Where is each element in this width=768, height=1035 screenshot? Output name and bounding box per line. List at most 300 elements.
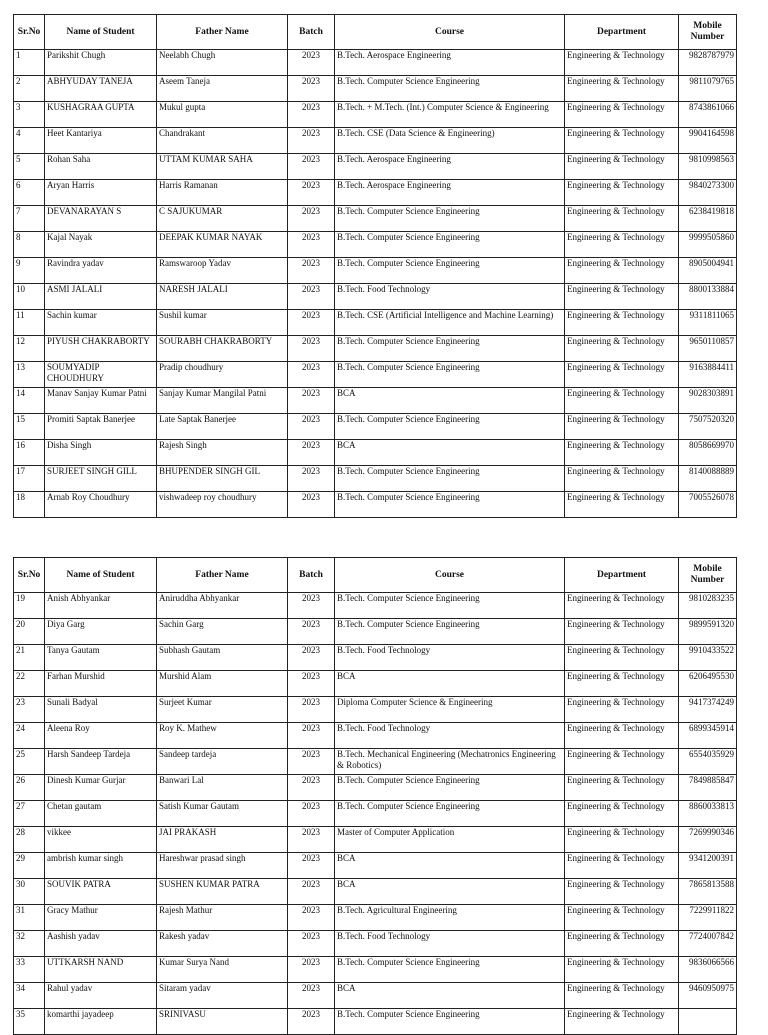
header-batch: Batch bbox=[288, 15, 335, 50]
sr-no-cell: 5 bbox=[14, 154, 45, 180]
student-name-cell: PIYUSH CHAKRABORTY bbox=[45, 336, 157, 362]
department-cell: Engineering & Technology bbox=[565, 593, 679, 619]
father-name-cell: NARESH JALALI bbox=[157, 284, 288, 310]
batch-cell: 2023 bbox=[288, 440, 335, 466]
sr-no-cell: 3 bbox=[14, 102, 45, 128]
father-name-cell: UTTAM KUMAR SAHA bbox=[157, 154, 288, 180]
batch-cell: 2023 bbox=[288, 102, 335, 128]
student-name-cell: UTTKARSH NAND bbox=[45, 957, 157, 983]
mobile-number-cell: 9341200391 bbox=[679, 853, 737, 879]
course-cell: B.Tech. Computer Science Engineering bbox=[335, 258, 565, 284]
table-row bbox=[14, 258, 737, 284]
sr-no-cell: 18 bbox=[14, 492, 45, 518]
mobile-number-cell: 9840273300 bbox=[679, 180, 737, 206]
student-name-cell: ABHYUDAY TANEJA bbox=[45, 76, 157, 102]
sr-no-cell: 6 bbox=[14, 180, 45, 206]
sr-no-cell: 9 bbox=[14, 258, 45, 284]
batch-cell: 2023 bbox=[288, 697, 335, 723]
student-name-cell: Anish Abhyankar bbox=[45, 593, 157, 619]
table-row bbox=[14, 310, 737, 336]
sr-no-cell: 27 bbox=[14, 801, 45, 827]
mobile-number-cell bbox=[679, 1009, 737, 1035]
sr-no-cell: 25 bbox=[14, 749, 45, 775]
father-name-cell: Chandrakant bbox=[157, 128, 288, 154]
father-name-cell: Sandeep tardeja bbox=[157, 749, 288, 775]
table-row bbox=[14, 775, 737, 801]
father-name-cell: Pradip choudhury bbox=[157, 362, 288, 388]
course-cell: B.Tech. Computer Science Engineering bbox=[335, 232, 565, 258]
mobile-number-cell: 6206495530 bbox=[679, 671, 737, 697]
table-row bbox=[14, 232, 737, 258]
table-row bbox=[14, 128, 737, 154]
table-row bbox=[14, 492, 737, 518]
department-cell: Engineering & Technology bbox=[565, 801, 679, 827]
father-name-cell: JAI PRAKASH bbox=[157, 827, 288, 853]
batch-cell: 2023 bbox=[288, 619, 335, 645]
father-name-cell: BHUPENDER SINGH GIL bbox=[157, 466, 288, 492]
mobile-number-cell: 8140088889 bbox=[679, 466, 737, 492]
batch-cell: 2023 bbox=[288, 879, 335, 905]
sr-no-cell: 16 bbox=[14, 440, 45, 466]
mobile-number-cell: 6899345914 bbox=[679, 723, 737, 749]
course-cell: B.Tech. Computer Science Engineering bbox=[335, 492, 565, 518]
sr-no-cell: 24 bbox=[14, 723, 45, 749]
table-row bbox=[14, 362, 737, 388]
table-row bbox=[14, 466, 737, 492]
sr-no-cell: 31 bbox=[14, 905, 45, 931]
header-mobile: Mobile Number bbox=[679, 15, 737, 50]
mobile-number-cell: 9828787979 bbox=[679, 50, 737, 76]
header-course: Course bbox=[335, 15, 565, 50]
sr-no-cell: 23 bbox=[14, 697, 45, 723]
department-cell: Engineering & Technology bbox=[565, 76, 679, 102]
student-name-cell: Rahul yadav bbox=[45, 983, 157, 1009]
course-cell: B.Tech. Aerospace Engineering bbox=[335, 154, 565, 180]
course-cell: B.Tech. Food Technology bbox=[335, 723, 565, 749]
course-cell: BCA bbox=[335, 853, 565, 879]
course-cell: B.Tech. Computer Science Engineering bbox=[335, 206, 565, 232]
student-name-cell: Aashish yadav bbox=[45, 931, 157, 957]
mobile-number-cell: 9811079765 bbox=[679, 76, 737, 102]
student-name-cell: Dinesh Kumar Gurjar bbox=[45, 775, 157, 801]
department-cell: Engineering & Technology bbox=[565, 879, 679, 905]
department-cell: Engineering & Technology bbox=[565, 1009, 679, 1035]
student-name-cell: Heet Kantariya bbox=[45, 128, 157, 154]
department-cell: Engineering & Technology bbox=[565, 336, 679, 362]
sr-no-cell: 8 bbox=[14, 232, 45, 258]
header-course: Course bbox=[335, 558, 565, 593]
sr-no-cell: 34 bbox=[14, 983, 45, 1009]
student-table-2 bbox=[13, 557, 737, 1035]
department-cell: Engineering & Technology bbox=[565, 749, 679, 775]
batch-cell: 2023 bbox=[288, 492, 335, 518]
father-name-cell: Roy K. Mathew bbox=[157, 723, 288, 749]
mobile-number-cell: 8800133884 bbox=[679, 284, 737, 310]
sr-no-cell: 30 bbox=[14, 879, 45, 905]
batch-cell: 2023 bbox=[288, 983, 335, 1009]
sr-no-cell: 35 bbox=[14, 1009, 45, 1035]
mobile-number-cell: 9460950975 bbox=[679, 983, 737, 1009]
course-cell: B.Tech. Aerospace Engineering bbox=[335, 50, 565, 76]
sr-no-cell: 17 bbox=[14, 466, 45, 492]
mobile-number-cell: 7507520320 bbox=[679, 414, 737, 440]
table-body bbox=[14, 50, 737, 518]
father-name-cell: Sitaram yadav bbox=[157, 983, 288, 1009]
mobile-number-cell: 9028303891 bbox=[679, 388, 737, 414]
department-cell: Engineering & Technology bbox=[565, 232, 679, 258]
batch-cell: 2023 bbox=[288, 957, 335, 983]
table-row bbox=[14, 619, 737, 645]
department-cell: Engineering & Technology bbox=[565, 362, 679, 388]
mobile-number-cell: 9417374249 bbox=[679, 697, 737, 723]
table-body bbox=[14, 593, 737, 1035]
father-name-cell: Aseem Taneja bbox=[157, 76, 288, 102]
course-cell: B.Tech. Mechanical Engineering (Mechatronics Engineering & Robotics) bbox=[335, 749, 565, 775]
student-name-cell: SOUVIK PATRA bbox=[45, 879, 157, 905]
student-name-cell: Aryan Harris bbox=[45, 180, 157, 206]
mobile-number-cell: 7865813588 bbox=[679, 879, 737, 905]
student-name-cell: Arnab Roy Choudhury bbox=[45, 492, 157, 518]
table-row bbox=[14, 749, 737, 775]
department-cell: Engineering & Technology bbox=[565, 466, 679, 492]
sr-no-cell: 13 bbox=[14, 362, 45, 388]
table-row bbox=[14, 102, 737, 128]
father-name-cell: Harris Ramanan bbox=[157, 180, 288, 206]
batch-cell: 2023 bbox=[288, 154, 335, 180]
father-name-cell: Satish Kumar Gautam bbox=[157, 801, 288, 827]
sr-no-cell: 33 bbox=[14, 957, 45, 983]
batch-cell: 2023 bbox=[288, 671, 335, 697]
table-row bbox=[14, 697, 737, 723]
department-cell: Engineering & Technology bbox=[565, 258, 679, 284]
sr-no-cell: 14 bbox=[14, 388, 45, 414]
student-name-cell: Gracy Mathur bbox=[45, 905, 157, 931]
department-cell: Engineering & Technology bbox=[565, 154, 679, 180]
course-cell: B.Tech. Computer Science Engineering bbox=[335, 414, 565, 440]
course-cell: BCA bbox=[335, 440, 565, 466]
mobile-number-cell: 8905004941 bbox=[679, 258, 737, 284]
mobile-number-cell: 9910433522 bbox=[679, 645, 737, 671]
batch-cell: 2023 bbox=[288, 50, 335, 76]
father-name-cell: Sachin Garg bbox=[157, 619, 288, 645]
sr-no-cell: 29 bbox=[14, 853, 45, 879]
header-name: Name of Student bbox=[45, 15, 157, 50]
student-name-cell: Tanya Gautam bbox=[45, 645, 157, 671]
course-cell: BCA bbox=[335, 671, 565, 697]
father-name-cell: SRINIVASU bbox=[157, 1009, 288, 1035]
student-name-cell: KUSHAGRAA GUPTA bbox=[45, 102, 157, 128]
batch-cell: 2023 bbox=[288, 749, 335, 775]
course-cell: BCA bbox=[335, 983, 565, 1009]
sr-no-cell: 21 bbox=[14, 645, 45, 671]
course-cell: B.Tech. CSE (Data Science & Engineering) bbox=[335, 128, 565, 154]
department-cell: Engineering & Technology bbox=[565, 697, 679, 723]
sr-no-cell: 7 bbox=[14, 206, 45, 232]
header-department: Department bbox=[565, 15, 679, 50]
course-cell: BCA bbox=[335, 388, 565, 414]
father-name-cell: SOURABH CHAKRABORTY bbox=[157, 336, 288, 362]
batch-cell: 2023 bbox=[288, 593, 335, 619]
department-cell: Engineering & Technology bbox=[565, 671, 679, 697]
student-name-cell: SURJEET SINGH GILL bbox=[45, 466, 157, 492]
student-name-cell: Harsh Sandeep Tardeja bbox=[45, 749, 157, 775]
father-name-cell: DEEPAK KUMAR NAYAK bbox=[157, 232, 288, 258]
batch-cell: 2023 bbox=[288, 336, 335, 362]
table-row bbox=[14, 593, 737, 619]
mobile-number-cell: 9810998563 bbox=[679, 154, 737, 180]
student-name-cell: Parikshit Chugh bbox=[45, 50, 157, 76]
father-name-cell: Ramswaroop Yadav bbox=[157, 258, 288, 284]
batch-cell: 2023 bbox=[288, 284, 335, 310]
sr-no-cell: 22 bbox=[14, 671, 45, 697]
mobile-number-cell: 8860033813 bbox=[679, 801, 737, 827]
student-name-cell: ambrish kumar singh bbox=[45, 853, 157, 879]
father-name-cell: Aniruddha Abhyankar bbox=[157, 593, 288, 619]
student-name-cell: komarthi jayadeep bbox=[45, 1009, 157, 1035]
father-name-cell: Rajesh Singh bbox=[157, 440, 288, 466]
department-cell: Engineering & Technology bbox=[565, 440, 679, 466]
mobile-number-cell: 9899591320 bbox=[679, 619, 737, 645]
department-cell: Engineering & Technology bbox=[565, 284, 679, 310]
mobile-number-cell: 8743861066 bbox=[679, 102, 737, 128]
header-father: Father Name bbox=[157, 558, 288, 593]
student-name-cell: vikkee bbox=[45, 827, 157, 853]
mobile-number-cell: 9904164598 bbox=[679, 128, 737, 154]
course-cell: B.Tech. Food Technology bbox=[335, 931, 565, 957]
department-cell: Engineering & Technology bbox=[565, 775, 679, 801]
department-cell: Engineering & Technology bbox=[565, 310, 679, 336]
table-row bbox=[14, 336, 737, 362]
course-cell: B.Tech. + M.Tech. (Int.) Computer Science & Engineering bbox=[335, 102, 565, 128]
father-name-cell: Surjeet Kumar bbox=[157, 697, 288, 723]
course-cell: B.Tech. Computer Science Engineering bbox=[335, 801, 565, 827]
father-name-cell: Neelabh Chugh bbox=[157, 50, 288, 76]
table-row bbox=[14, 905, 737, 931]
table-row bbox=[14, 180, 737, 206]
batch-cell: 2023 bbox=[288, 905, 335, 931]
course-cell: B.Tech. Food Technology bbox=[335, 645, 565, 671]
batch-cell: 2023 bbox=[288, 466, 335, 492]
father-name-cell: vishwadeep roy choudhury bbox=[157, 492, 288, 518]
father-name-cell: Sushil kumar bbox=[157, 310, 288, 336]
batch-cell: 2023 bbox=[288, 723, 335, 749]
course-cell: B.Tech. Computer Science Engineering bbox=[335, 466, 565, 492]
course-cell: B.Tech. Computer Science Engineering bbox=[335, 957, 565, 983]
department-cell: Engineering & Technology bbox=[565, 853, 679, 879]
student-name-cell: Sunali Badyal bbox=[45, 697, 157, 723]
sr-no-cell: 19 bbox=[14, 593, 45, 619]
department-cell: Engineering & Technology bbox=[565, 957, 679, 983]
batch-cell: 2023 bbox=[288, 414, 335, 440]
department-cell: Engineering & Technology bbox=[565, 931, 679, 957]
batch-cell: 2023 bbox=[288, 1009, 335, 1035]
table-row bbox=[14, 957, 737, 983]
batch-cell: 2023 bbox=[288, 827, 335, 853]
department-cell: Engineering & Technology bbox=[565, 128, 679, 154]
mobile-number-cell: 7005526078 bbox=[679, 492, 737, 518]
table-header-row bbox=[14, 558, 737, 593]
department-cell: Engineering & Technology bbox=[565, 388, 679, 414]
father-name-cell: Sanjay Kumar Mangilal Patni bbox=[157, 388, 288, 414]
batch-cell: 2023 bbox=[288, 232, 335, 258]
table-row bbox=[14, 645, 737, 671]
department-cell: Engineering & Technology bbox=[565, 102, 679, 128]
father-name-cell: SUSHEN KUMAR PATRA bbox=[157, 879, 288, 905]
course-cell: B.Tech. Computer Science Engineering bbox=[335, 593, 565, 619]
department-cell: Engineering & Technology bbox=[565, 905, 679, 931]
student-name-cell: Disha Singh bbox=[45, 440, 157, 466]
batch-cell: 2023 bbox=[288, 128, 335, 154]
course-cell: B.Tech. Computer Science Engineering bbox=[335, 336, 565, 362]
header-srno: Sr.No bbox=[14, 558, 45, 593]
course-cell: Master of Computer Application bbox=[335, 827, 565, 853]
student-name-cell: Kajal Nayak bbox=[45, 232, 157, 258]
father-name-cell: Rakesh yadav bbox=[157, 931, 288, 957]
sr-no-cell: 10 bbox=[14, 284, 45, 310]
department-cell: Engineering & Technology bbox=[565, 180, 679, 206]
father-name-cell: Murshid Alam bbox=[157, 671, 288, 697]
sr-no-cell: 32 bbox=[14, 931, 45, 957]
batch-cell: 2023 bbox=[288, 206, 335, 232]
header-department: Department bbox=[565, 558, 679, 593]
table-row bbox=[14, 388, 737, 414]
father-name-cell: Banwari Lal bbox=[157, 775, 288, 801]
table-header-row bbox=[14, 15, 737, 50]
course-cell: B.Tech. Agricultural Engineering bbox=[335, 905, 565, 931]
table-row bbox=[14, 879, 737, 905]
table-row bbox=[14, 284, 737, 310]
department-cell: Engineering & Technology bbox=[565, 645, 679, 671]
student-name-cell: Promiti Saptak Banerjee bbox=[45, 414, 157, 440]
sr-no-cell: 1 bbox=[14, 50, 45, 76]
sr-no-cell: 26 bbox=[14, 775, 45, 801]
department-cell: Engineering & Technology bbox=[565, 983, 679, 1009]
course-cell: B.Tech. Computer Science Engineering bbox=[335, 775, 565, 801]
batch-cell: 2023 bbox=[288, 258, 335, 284]
student-name-cell: Chetan gautam bbox=[45, 801, 157, 827]
department-cell: Engineering & Technology bbox=[565, 723, 679, 749]
student-name-cell: Farhan Murshid bbox=[45, 671, 157, 697]
student-name-cell: Diya Garg bbox=[45, 619, 157, 645]
table-row bbox=[14, 723, 737, 749]
batch-cell: 2023 bbox=[288, 388, 335, 414]
batch-cell: 2023 bbox=[288, 180, 335, 206]
mobile-number-cell: 7229911822 bbox=[679, 905, 737, 931]
course-cell: B.Tech. CSE (Artificial Intelligence and Machine Learning) bbox=[335, 310, 565, 336]
table-row bbox=[14, 827, 737, 853]
mobile-number-cell: 6554035929 bbox=[679, 749, 737, 775]
table-row bbox=[14, 154, 737, 180]
father-name-cell: Subhash Gautam bbox=[157, 645, 288, 671]
batch-cell: 2023 bbox=[288, 775, 335, 801]
mobile-number-cell: 6238419818 bbox=[679, 206, 737, 232]
table-row bbox=[14, 801, 737, 827]
batch-cell: 2023 bbox=[288, 645, 335, 671]
student-name-cell: Sachin kumar bbox=[45, 310, 157, 336]
department-cell: Engineering & Technology bbox=[565, 206, 679, 232]
department-cell: Engineering & Technology bbox=[565, 827, 679, 853]
table-row bbox=[14, 853, 737, 879]
mobile-number-cell: 9311811065 bbox=[679, 310, 737, 336]
student-name-cell: Ravindra yadav bbox=[45, 258, 157, 284]
table-row bbox=[14, 671, 737, 697]
sr-no-cell: 20 bbox=[14, 619, 45, 645]
sr-no-cell: 11 bbox=[14, 310, 45, 336]
header-srno: Sr.No bbox=[14, 15, 45, 50]
table-row bbox=[14, 76, 737, 102]
department-cell: Engineering & Technology bbox=[565, 492, 679, 518]
mobile-number-cell: 7724007842 bbox=[679, 931, 737, 957]
mobile-number-cell: 9836066566 bbox=[679, 957, 737, 983]
father-name-cell: C SAJUKUMAR bbox=[157, 206, 288, 232]
header-mobile: Mobile Number bbox=[679, 558, 737, 593]
table-row bbox=[14, 931, 737, 957]
table-row bbox=[14, 50, 737, 76]
father-name-cell: Rajesh Mathur bbox=[157, 905, 288, 931]
header-batch: Batch bbox=[288, 558, 335, 593]
course-cell: BCA bbox=[335, 879, 565, 905]
department-cell: Engineering & Technology bbox=[565, 50, 679, 76]
mobile-number-cell: 9810283235 bbox=[679, 593, 737, 619]
student-name-cell: Manav Sanjay Kumar Patni bbox=[45, 388, 157, 414]
mobile-number-cell: 9650110857 bbox=[679, 336, 737, 362]
mobile-number-cell: 8058669970 bbox=[679, 440, 737, 466]
batch-cell: 2023 bbox=[288, 310, 335, 336]
mobile-number-cell: 9163884411 bbox=[679, 362, 737, 388]
father-name-cell: Hareshwar prasad singh bbox=[157, 853, 288, 879]
course-cell: B.Tech. Food Technology bbox=[335, 284, 565, 310]
father-name-cell: Late Saptak Banerjee bbox=[157, 414, 288, 440]
sr-no-cell: 4 bbox=[14, 128, 45, 154]
course-cell: B.Tech. Aerospace Engineering bbox=[335, 180, 565, 206]
table-row bbox=[14, 983, 737, 1009]
student-name-cell: DEVANARAYAN S bbox=[45, 206, 157, 232]
table-row bbox=[14, 1009, 737, 1035]
table-row bbox=[14, 414, 737, 440]
sr-no-cell: 12 bbox=[14, 336, 45, 362]
batch-cell: 2023 bbox=[288, 853, 335, 879]
course-cell: B.Tech. Computer Science Engineering bbox=[335, 76, 565, 102]
course-cell: B.Tech. Computer Science Engineering bbox=[335, 362, 565, 388]
student-name-cell: SOUMYADIP CHOUDHURY bbox=[45, 362, 157, 388]
header-name: Name of Student bbox=[45, 558, 157, 593]
father-name-cell: Kumar Surya Nand bbox=[157, 957, 288, 983]
department-cell: Engineering & Technology bbox=[565, 619, 679, 645]
course-cell: Diploma Computer Science & Engineering bbox=[335, 697, 565, 723]
student-name-cell: Aleena Roy bbox=[45, 723, 157, 749]
student-table-1 bbox=[13, 14, 737, 518]
table-row bbox=[14, 440, 737, 466]
department-cell: Engineering & Technology bbox=[565, 414, 679, 440]
course-cell: B.Tech. Computer Science Engineering bbox=[335, 619, 565, 645]
batch-cell: 2023 bbox=[288, 931, 335, 957]
batch-cell: 2023 bbox=[288, 801, 335, 827]
mobile-number-cell: 7269990346 bbox=[679, 827, 737, 853]
table-row bbox=[14, 206, 737, 232]
header-father: Father Name bbox=[157, 15, 288, 50]
course-cell: B.Tech. Computer Science Engineering bbox=[335, 1009, 565, 1035]
student-name-cell: Rohan Saha bbox=[45, 154, 157, 180]
mobile-number-cell: 7849885847 bbox=[679, 775, 737, 801]
batch-cell: 2023 bbox=[288, 76, 335, 102]
sr-no-cell: 15 bbox=[14, 414, 45, 440]
sr-no-cell: 28 bbox=[14, 827, 45, 853]
batch-cell: 2023 bbox=[288, 362, 335, 388]
father-name-cell: Mukul gupta bbox=[157, 102, 288, 128]
student-name-cell: ASMI JALALI bbox=[45, 284, 157, 310]
sr-no-cell: 2 bbox=[14, 76, 45, 102]
mobile-number-cell: 9999505860 bbox=[679, 232, 737, 258]
